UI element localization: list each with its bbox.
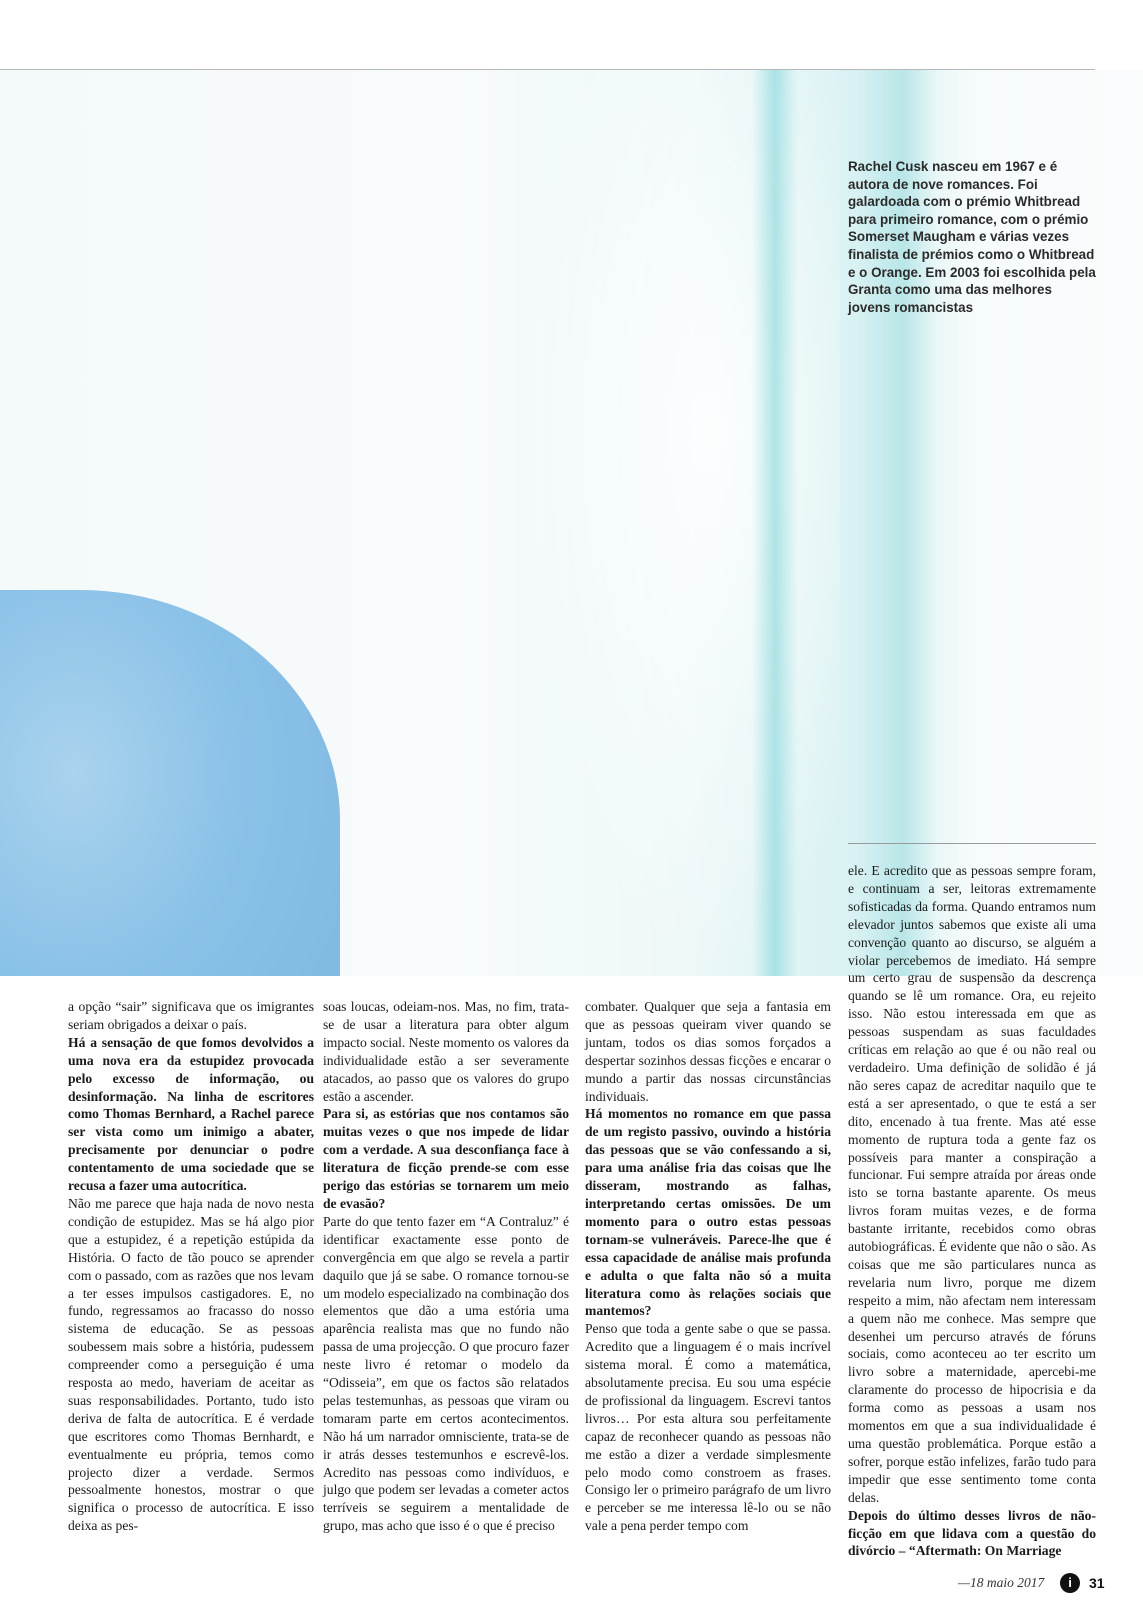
answer-paragraph: Não me parece que haja nada de novo nesta condição de estupidez. Mas se há algo pior que a estupidez, é a repetição estúpida da História. O facto de tão pouco se aprender com o passado, com as razões que nos levam a ter esses impulsos castigadores. E, no fundo, regressamos ao fracasso do nosso sistema de educação. Se as pessoas soubessem mais sobre a história, pudessem compreender como a perseguição é uma resposta ao medo, haveriam de aceitar as suas responsabilidades. Portanto, tudo isto deriva de falta de autocrítica. E é verdade que escritores como Thomas Bernhardt, e eventualmente eu própria, temos como projecto dizer a verdade. Sermos pessoalmente honestos, mostrar o que significa o processo de autocrítica. E isso deixa as pes- bbox=[68, 1195, 314, 1534]
interview-question: Há momentos no romance em que passa de um registo passivo, ouvindo a história das pessoas que se vão confessando a si, para uma análise fria das coisas que lhe disseram, mostrando as falhas, interpretando certas omissões. De um momento para o outro estas pessoas tornam-se vulneráveis. Parece-lhe que é essa capacidade de análise mais profunda e adulta o que falta não só a muita literatura como às relações sociais que mantemos? bbox=[585, 1106, 831, 1319]
newspaper-logo-icon: i bbox=[1060, 1573, 1080, 1593]
text-column-3 bbox=[585, 998, 831, 1535]
text-column-2 bbox=[323, 998, 569, 1535]
photo-window-light bbox=[752, 70, 798, 976]
answer-paragraph: combater. Qualquer que seja a fantasia em que as pessoas queiram viver quando se juntam, todos os dias somos forçados a despertar sozinhos dessas ficções e encarar o mundo a partir das nossas circunstâncias individuais. bbox=[585, 999, 831, 1104]
photo-caption: Rachel Cusk nasceu em 1967 e é autora de nove romances. Foi galardoada com o prémio Whitbread para primeiro romance, com o prémio Somerset Maugham e várias vezes finalista de prémios como o Whitbread e o Orange. Em 2003 foi escolhida pela Granta como uma das melhores jovens romancistas bbox=[848, 159, 1096, 315]
interview-question: Há a sensação de que fomos devolvidos a uma nova era da estupidez provocada pelo excesso de informação, ou desinformação. Na linha de escritores como Thomas Bernhard, a Rachel parece ser vista como um inimigo a abater, precisamente por denunciar o podre contentamento de uma sociedade que se recusa a fazer uma autocrítica. bbox=[68, 1034, 314, 1194]
column-rule bbox=[848, 843, 1096, 844]
text-column-1 bbox=[68, 998, 314, 1535]
interview-question: Para si, as estórias que nos contamos são muitas vezes o que nos impede de lidar com a verdade. A sua desconfiança face à literatura de ficção prende-se com esse perigo das estórias se tornarem um meio de evasão? bbox=[323, 1106, 569, 1211]
answer-paragraph: Penso que toda a gente sabe o que se passa. Acredito que a linguagem é o mais incrível sistema moral. É como a matemática, absolutamente precisa. Eu sou uma espécie de profissional da linguagem. Escrevi tantos livros… Por esta altura sou perfeitamente capaz de reconhecer quando as pessoas não me estão a dizer a verdade simplesmente pelo modo como constroem as frases. Consigo ler o primeiro parágrafo de um livro e perceber se me interessa lê-lo ou se não vale a pena perder tempo com bbox=[585, 1321, 831, 1534]
answer-paragraph: a opção “sair” significava que os imigrantes seriam obrigados a deixar o país. bbox=[68, 999, 314, 1032]
answer-paragraph: Parte do que tento fazer em “A Contraluz” é identificar exactamente esse ponto de convergência em que algo se revela a partir daquilo que já se sabe. O romance tornou-se um modelo especializado na combinação dos elementos que dão a uma estória uma aparência realista mas que no fundo não passa de uma projecção. O que procuro fazer neste livro é retomar o modelo da “Odisseia”, em que os factos são relatados pelas testemunhas, as pessoas que viram ou tomaram parte em certos acontecimentos. Não há um narrador omnisciente, trata-se de ir atrás desses testemunhos e escrevê-los. Acredito nas pessoas como indivíduos, e julgo que podem ser levadas a cometer actos terríveis se seguirem a mentalidade de grupo, mas acho que isso é o que é preciso bbox=[323, 1213, 569, 1534]
page-number: 31 bbox=[1089, 1575, 1105, 1591]
answer-paragraph: soas loucas, odeiam-nos. Mas, no fim, trata-se de usar a literatura para obter algum impacto social. Neste momento os valores da individualidade estão a ser severamente atacados, ao passo que os valores do grupo estão a ascender. bbox=[323, 999, 569, 1104]
text-column-4 bbox=[848, 862, 1096, 1560]
answer-paragraph: ele. E acredito que as pessoas sempre foram, e continuam a ser, leitoras extremamente sofisticadas da forma. Quando entramos num elevador juntos sabemos que existe ali uma convenção quanto ao discurso, se alguém a violar percebemos de imediato. Há sempre um certo grau de suspensão da descrença quando se lê um romance. Ora, eu rejeito isso. Não estou interessada em que as pessoas suspendam as suas faculdades críticas em relação ao que é ou não real ou verdadeiro. Uma definição de solidão é já não seres capaz de acreditar naquilo que te está a ser apresentado, o que te está a ser dito, encenado à tua frente. Mas até esse momento de ruptura toda a gente faz os possíveis para manter a conspiração a funcionar. Fui sempre atraída por áreas onde isto se torna bastante aparente. Os meus livros foram muitas vezes, e de forma bastante irritante, recebidos como obras autobiográficas. É evidente que não o são. As coisas que me são particulares nunca as revelaria num livro, porque me dizem respeito a mim, não afectam nem interessam a quem não me conhece. Mas sempre que desenhei um percurso através de fóruns sociais, como aconteceu ao ter escrito um livro sobre a maternidade, apercebi-me claramente do processo de hipocrisia e da forma como as pessoas a usam nos momentos em que a sua individualidade é uma questão problemática. Porque estão a sofrer, porque estão infelizes, farão tudo para impedir que esse sentimento tome conta delas. bbox=[848, 863, 1096, 1505]
folio-date: —18 maio 2017 bbox=[958, 1575, 1045, 1590]
photo-blue-sweater bbox=[0, 590, 340, 976]
interview-question: Depois do último desses livros de não-ficção em que lidava com a questão do divórcio – “Aftermath: On Marriage bbox=[848, 1507, 1096, 1559]
